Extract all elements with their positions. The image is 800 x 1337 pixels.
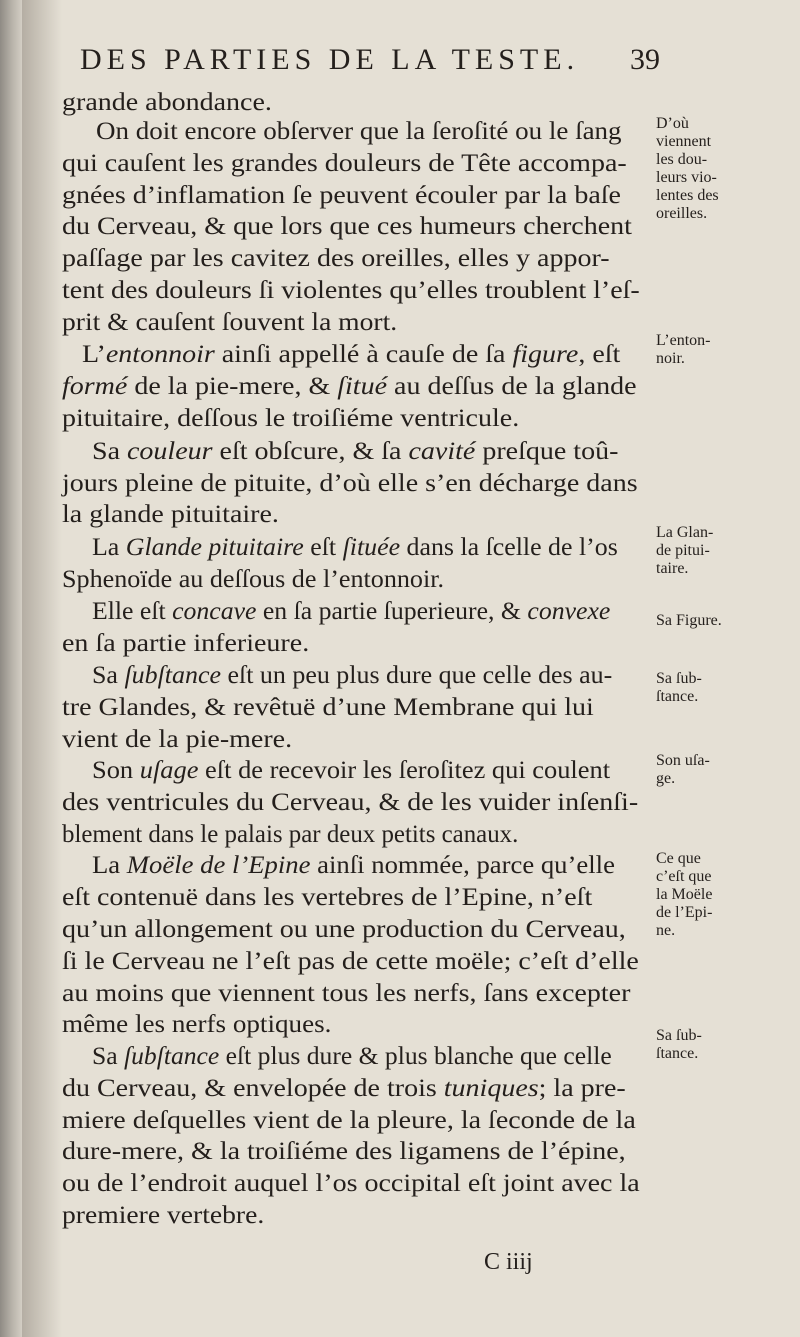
italic-term: Glande pituitaire (125, 534, 304, 561)
text-run: ainſi appellé à cauſe de ſa (214, 341, 513, 368)
text-run: eſt contenuë dans les vertebres de l’Epine, n’eſt (62, 884, 593, 911)
text-run: au moins que viennent tous les nerfs, ſans excepter (62, 980, 631, 1007)
text-line (62, 212, 632, 242)
text-run: ; la pre- (538, 1075, 626, 1102)
margin-note-line: Sa Figure. (656, 612, 722, 629)
text-run: La (92, 852, 127, 879)
text-run: vient de la pie-mere. (62, 726, 293, 753)
text-run: même les nerfs optiques. (62, 1011, 332, 1038)
text-run: en ſa partie ſuperieure, & (256, 598, 528, 625)
running-title: DES PARTIES DE LA TESTE. (80, 43, 580, 76)
text-line (92, 756, 610, 786)
text-run: miere deſquelles vient de la pleure, la ſeconde de la (62, 1107, 636, 1134)
italic-term: tuniques (443, 1075, 539, 1102)
italic-term: convexe (527, 598, 611, 625)
text-run: au deſſus de la glande (387, 373, 637, 400)
margin-note-line: D’où (656, 115, 689, 132)
text-run: L’ (82, 341, 106, 368)
margin-note-line: Sa ſub- (656, 1027, 702, 1044)
book-gutter (0, 0, 22, 1337)
text-run: eſt plus dure & plus blanche que celle (219, 1043, 612, 1070)
text-line (92, 1042, 612, 1072)
text-line (62, 469, 638, 499)
text-run: ſi le Cerveau ne l’eſt pas de cette moële; c’eſt d’elle (62, 948, 639, 975)
text-line (62, 1010, 331, 1040)
italic-term: ſitué (337, 373, 388, 400)
text-line (82, 340, 620, 370)
text-line (62, 693, 594, 723)
text-run: Sa (92, 662, 125, 689)
italic-term: ſituée (342, 534, 401, 561)
text-run: gnées d’inflamation ſe peuvent écouler par la baſe (62, 182, 621, 209)
text-run: dans la ſcelle de l’os (400, 534, 618, 561)
margin-note-line: les dou- (656, 151, 708, 168)
margin-note-line: la Moële (656, 886, 713, 903)
text-run: La (92, 534, 126, 561)
italic-term: ſubſtance (124, 1043, 220, 1070)
text-line (62, 88, 272, 118)
italic-term: entonnoir (105, 341, 215, 368)
margin-note-line: c’eſt que (656, 868, 712, 885)
margin-note-line: La Glan- (656, 524, 714, 541)
text-run: Sphenoïde au deſſous de l’entonnoir. (62, 566, 445, 593)
margin-note-line: ſtance. (656, 1045, 699, 1062)
italic-term: formé (62, 373, 128, 400)
text-run: qui cauſent les grandes douleurs de Tête accompa- (62, 150, 627, 177)
text-line (62, 788, 638, 818)
text-run: eſt un peu plus dure que celle des au- (221, 662, 613, 689)
text-line (62, 1074, 626, 1104)
text-run: blement dans le palais par deux petits canaux. (62, 821, 519, 848)
italic-term: figure (512, 341, 579, 368)
text-line (96, 117, 622, 147)
text-run: en ſa partie inferieure. (62, 630, 310, 657)
text-run: tre Glandes, & revêtuë d’une Membrane qui lui (62, 694, 594, 721)
text-run: Elle eſt (92, 598, 173, 625)
text-line (62, 1201, 264, 1231)
margin-note-line: Son uſa- (656, 752, 710, 769)
text-run: Sa (92, 438, 127, 465)
text-run: On doit encore obſerver que la ſeroſité ou le ſang (96, 118, 622, 145)
text-line (62, 915, 626, 945)
page-number: 39 (630, 43, 660, 76)
text-run: Sa (92, 1043, 124, 1070)
text-run: ou de l’endroit auquel l’os occipital eſt joint avec la (62, 1170, 640, 1197)
italic-term: couleur (127, 438, 213, 465)
text-run: la glande pituitaire. (62, 501, 279, 528)
text-run: des ventricules du Cerveau, & de les vuider inſenſi- (62, 789, 639, 816)
italic-term: Moële de l’Epine (126, 852, 311, 879)
text-line (62, 308, 397, 338)
text-line (62, 276, 640, 306)
text-run: prit & cauſent ſouvent la mort. (62, 309, 398, 336)
margin-note-line: Sa ſub- (656, 670, 702, 687)
text-line (62, 404, 519, 434)
running-header (80, 43, 660, 77)
margin-note-line: ſtance. (656, 688, 699, 705)
text-run: dure-mere, & la troiſiéme des ligamens de l’épine, (62, 1138, 626, 1165)
text-line (92, 597, 610, 627)
margin-note-line: de pitui- (656, 542, 710, 559)
text-run: eſt (303, 534, 343, 561)
text-line (62, 565, 444, 595)
text-line (92, 851, 615, 881)
text-line (92, 661, 612, 691)
text-run: du Cerveau, & que lors que ces humeurs cherchent (62, 213, 632, 240)
text-line (62, 947, 639, 977)
margin-note-line: ge. (656, 770, 676, 787)
text-run: Son (92, 757, 140, 784)
margin-note-line: lentes des (656, 187, 719, 204)
text-run: qu’un allongement ou une production du Cerveau, (62, 916, 626, 943)
text-run: jours pleine de pituite, d’où elle s’en décharge dans (62, 470, 638, 497)
text-run: de la pie-mere, & (127, 373, 338, 400)
text-line (92, 437, 618, 467)
text-line (62, 1169, 640, 1199)
text-line (62, 244, 610, 274)
italic-term: uſage (139, 757, 199, 784)
text-run: du Cerveau, & envelopée de trois (62, 1075, 444, 1102)
text-line (62, 149, 627, 179)
italic-term: concave (172, 598, 257, 625)
text-line (62, 181, 621, 211)
text-line (62, 1137, 626, 1167)
text-run: , eſt (578, 341, 621, 368)
signature-mark: C iiij (484, 1249, 533, 1275)
text-run: eſt de recevoir les ſeroſitez qui coulent (198, 757, 611, 784)
text-run: pituitaire, deſſous le troiſiéme ventricule. (62, 405, 520, 432)
text-run: grande abondance. (62, 89, 272, 116)
text-line (62, 1106, 636, 1136)
italic-term: cavité (408, 438, 476, 465)
page-shadow (22, 0, 62, 1337)
text-run: tent des douleurs ſi violentes qu’elles troublent l’eſ- (62, 277, 640, 304)
margin-note-line: oreilles. (656, 205, 708, 222)
text-run: preſque toû- (475, 438, 619, 465)
text-run: premiere vertebre. (62, 1202, 265, 1229)
text-line (62, 979, 630, 1009)
margin-note-line: viennent (656, 133, 712, 150)
text-line (62, 629, 309, 659)
text-line (62, 725, 292, 755)
text-line (62, 883, 592, 913)
margin-note-line: taire. (656, 560, 689, 577)
italic-term: ſubſtance (124, 662, 222, 689)
margin-note-line: ne. (656, 922, 676, 939)
text-line (62, 820, 518, 850)
text-line (92, 533, 618, 563)
text-line (62, 372, 637, 402)
text-run: eſt obſcure, & ſa (212, 438, 409, 465)
margin-note-line: L’enton- (656, 332, 711, 349)
text-run: ainſi nommée, parce qu’elle (310, 852, 615, 879)
text-run: paſſage par les cavitez des oreilles, elles y appor- (62, 245, 610, 272)
text-line (62, 500, 279, 530)
margin-note-line: de l’Epi- (656, 904, 713, 921)
margin-note-line: Ce que (656, 850, 701, 867)
margin-note-line: noir. (656, 350, 685, 367)
margin-note-line: leurs vio- (656, 169, 717, 186)
